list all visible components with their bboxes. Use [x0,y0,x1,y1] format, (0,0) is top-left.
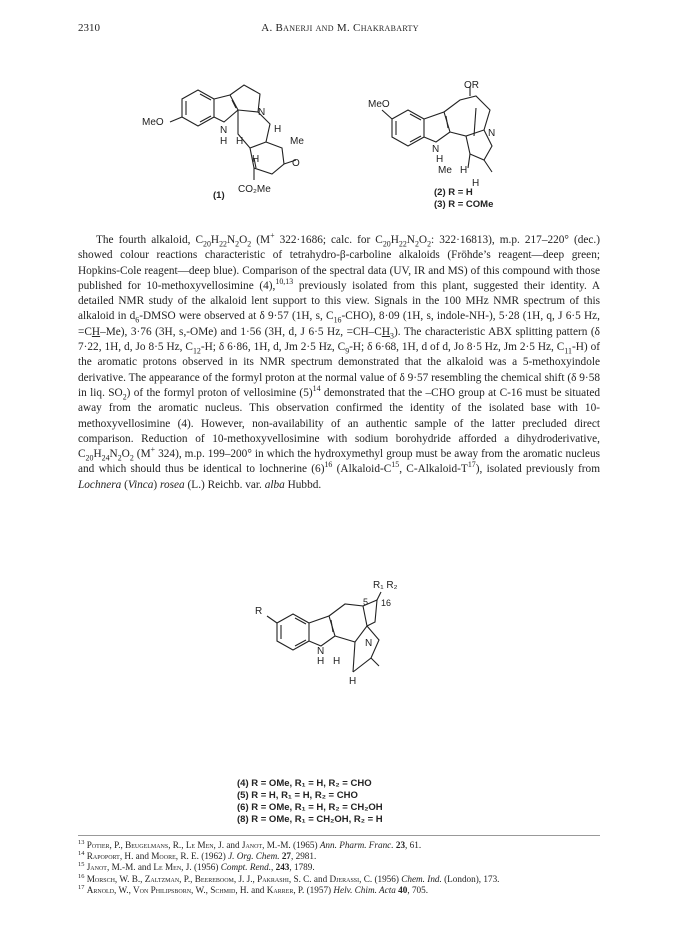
reference-14: $^{14}$ Rapoport, H. and Moore, R. E. (1962) J. Org. Chem. 27, 2981. [78,850,317,862]
reference-17: $^{17}$ Arnold, W., Von Philipsborn, W., Schmid, H. and Karrer, P. (1957) Helv. Chim. Acta 40, 705. [78,883,429,895]
footnote-rule [78,835,600,836]
atom-label: H [252,154,260,165]
atom-label: H [349,676,357,687]
compound-1-label: (1) [213,190,225,201]
atom-label: H [317,656,325,667]
page-number: 2310 [78,22,100,34]
atom-label: 5 [363,597,369,607]
atom-label: R₁ R₂ [373,580,398,591]
atom-label: MeO [142,117,164,128]
reference-13: $^{13}$ Potier, P., Beugelmans, R., Le Men, J. and Janot, M.-M. (1965) Ann. Pharm. Franc. 23, 61. [78,838,422,850]
atom-label: N [220,125,228,136]
substituent-line: (8) R = OMe, R₁ = CH₂OH, R₂ = H [237,814,383,825]
atom-label: N [258,107,266,118]
body-text [78,233,600,493]
structure-1 [140,72,340,202]
atom-label: 16 [381,598,392,608]
atom-label: Me [438,165,452,176]
structure-4-8 [245,580,445,770]
substituent-line: (5) R = H, R₁ = H, R₂ = CHO [237,790,358,801]
running-header [78,22,602,38]
atom-label: H [472,178,480,189]
structure-4-8-drawing [245,580,445,770]
atom-label: H [274,124,282,135]
atom-label: H [220,136,228,147]
atom-label: H [236,136,244,147]
running-authors: A. Banerji and M. Chakrabarty [261,22,419,34]
structure-2-3-drawing [360,80,540,190]
atom-label: H [436,154,444,165]
atom-label: Me [290,136,304,147]
structure-1-drawing [140,72,340,202]
atom-label: O [292,158,300,169]
paragraph: The fourth alkaloid, $C_{20}H_{22}N_2O_2$ (M+ 322·1686; calc. for $C_{20}H_{22}N_2O_2$: 322·16813), m.p. 217–220° (dec.) showed colour reactions characteristic of tetrahydro-β-carboline alkaloids (Fröhde’s reagent—deep green; Hopkins-Cole reagent—deep blue). Comparison of the spectral data (UV, IR and MS) of this compound with those published for 10-methoxyvellosimine (4),$^{10,13}$ previously isolated from this plant, suggested their identity. A detailed NMR study of the alkaloid lent support to this view. Signals in the 100 MHz NMR spectrum of this alkaloid in $d_6$-DMSO were observed at δ 9·57 (1H, s, $C_{16}-CHO$), 8·09 (1H, s, indole-NH-), 5·28 (1H, q, J 6·5 Hz, =CH–Me), 3·76 (3H, s,-OMe) and 1·56 (3H, d, J 6·5 Hz, $=CH-CH_3$). The characteristic ABX splitting pattern (δ 7·22, 1H, d, Jo 8·5 Hz, $C_{12}-H$; δ 6·86, 1H, d, Jm 2·5 Hz, $C_9-H$; δ 6·68, 1H, d of d, Jo 8·5 Hz, Jm 2·5 Hz, $C_{11}-H$) of the aromatic protons observed in its NMR spectrum demonstrated that the alkaloid was a 5-methoxyindole derivative. The appearance of the formyl proton at the normal value of δ 9·57 resembling the chemical shift (δ 9·58 in liq. $SO_2$) of the formyl proton of vellosimine $(5)^{14}$ demonstrated that the –CHO group at C-16 must be situated away from the aromatic nucleus. This observation confirmed the identity of the isolated base with 10-methoxyvellosimine (4). However, non-availability of an authentic sample of the latter precluded direct comparison. Reduction of 10-methoxyvellosimine with sodium borohydride afforded a dihydroderivative, $C_{20}H_{24}N_2O_2$ (M+ 324), m.p. 199–200° in which the hydroxymethyl group must be away from the aromatic nucleus and which should thus be identical to lochnerine $(6)^{16}$ ($Alkaloid-C^{15}$, $C-Alkaloid-T^{17}$), isolated previously from Lochnera (Vinca) rosea (L.) Reichb. var. alba Hubbd. [78,231,601,491]
atom-label: N [488,128,496,139]
compound-2-label: (2) R = H [434,187,473,198]
atom-label: CO₂Me [238,184,271,195]
atom-label: OR [464,80,479,91]
substituent-line: (4) R = OMe, R₁ = H, R₂ = CHO [237,778,372,789]
references [78,840,600,896]
substituent-line: (6) R = OMe, R₁ = H, R₂ = CH₂OH [237,802,383,813]
atom-label: R [255,606,263,617]
atom-label: N [432,144,440,155]
atom-label: N [365,638,373,649]
atom-label: N [317,646,325,657]
structure-2-3 [360,80,540,190]
compound-3-label: (3) R = COMe [434,199,494,210]
reference-15: $^{15}$ Janot, M.-M. and Le Men, J. (1956) Compt. Rend., 243, 1789. [78,861,315,873]
substituent-list [237,778,383,826]
atom-label: MeO [368,99,390,110]
reference-16: $^{16}$ Morsch, W. B., Zaltzman, P., Beereboom, J. J., Pakrashi, S. C. and Djerassi, C. (1956) Chem. Ind. (London), 173. [78,872,500,884]
atom-label: H [460,165,468,176]
atom-label: H [333,656,341,667]
